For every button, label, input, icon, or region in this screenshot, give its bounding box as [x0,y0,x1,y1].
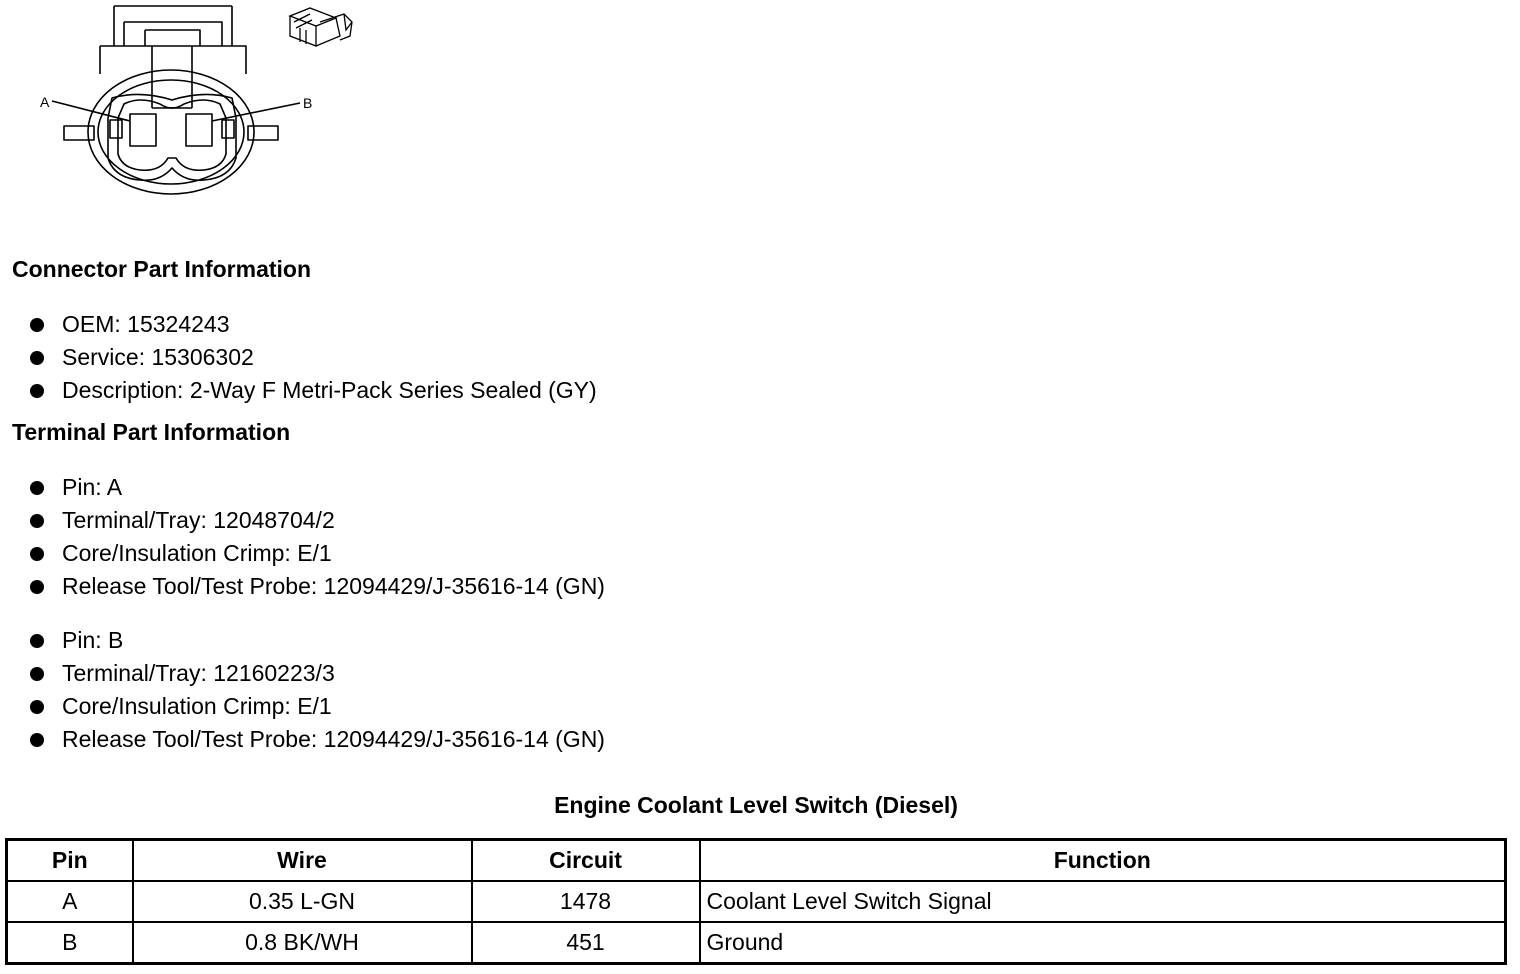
pin-label-b: B [303,95,313,111]
cell-pin: B [7,922,133,964]
pin-label-a: A [40,94,50,110]
cell-wire: 0.35 L-GN [133,881,472,922]
list-item: Core/Insulation Crimp: E/1 [28,537,605,570]
cell-wire: 0.8 BK/WH [133,922,472,964]
terminal-cavity-a [130,114,156,146]
table-row [7,922,1506,964]
list-item: Terminal/Tray: 12048704/2 [28,504,605,537]
cell-function: Ground [700,922,1506,964]
connector-thumbnail [290,8,352,46]
terminal-part-info-heading: Terminal Part Information [12,419,291,445]
list-item: Service: 15306302 [28,341,597,374]
list-item: Release Tool/Test Probe: 12094429/J-35616-14 (GN) [28,723,605,756]
cell-circuit: 1478 [472,881,700,922]
list-item: Pin: A [28,471,605,504]
column-header-circuit: Circuit [472,840,700,882]
list-item: Pin: B [28,624,605,657]
connector-housing-outer [88,70,254,194]
terminal-cavity-b [186,114,212,146]
table-header-row [7,840,1506,882]
table-caption: Engine Coolant Level Switch (Diesel) [554,792,958,818]
terminal-pin-a-list [28,471,605,603]
column-header-function: Function [700,840,1506,882]
list-item: Release Tool/Test Probe: 12094429/J-35616-14 (GN) [28,570,605,603]
connector-diagram [0,0,380,210]
table-row [7,881,1506,922]
list-item: Description: 2-Way F Metri-Pack Series Sealed (GY) [28,374,597,407]
column-header-pin: Pin [7,840,133,882]
connector-part-info-heading: Connector Part Information [12,256,312,282]
column-header-wire: Wire [133,840,472,882]
connector-latch [114,6,232,46]
connector-part-info-list [28,308,597,407]
list-item: Core/Insulation Crimp: E/1 [28,690,605,723]
cell-pin: A [7,881,133,922]
pinout-table [5,838,1507,965]
terminal-pin-b-list [28,624,605,756]
list-item: OEM: 15324243 [28,308,597,341]
list-item: Terminal/Tray: 12160223/3 [28,657,605,690]
cell-function: Coolant Level Switch Signal [700,881,1506,922]
cell-circuit: 451 [472,922,700,964]
